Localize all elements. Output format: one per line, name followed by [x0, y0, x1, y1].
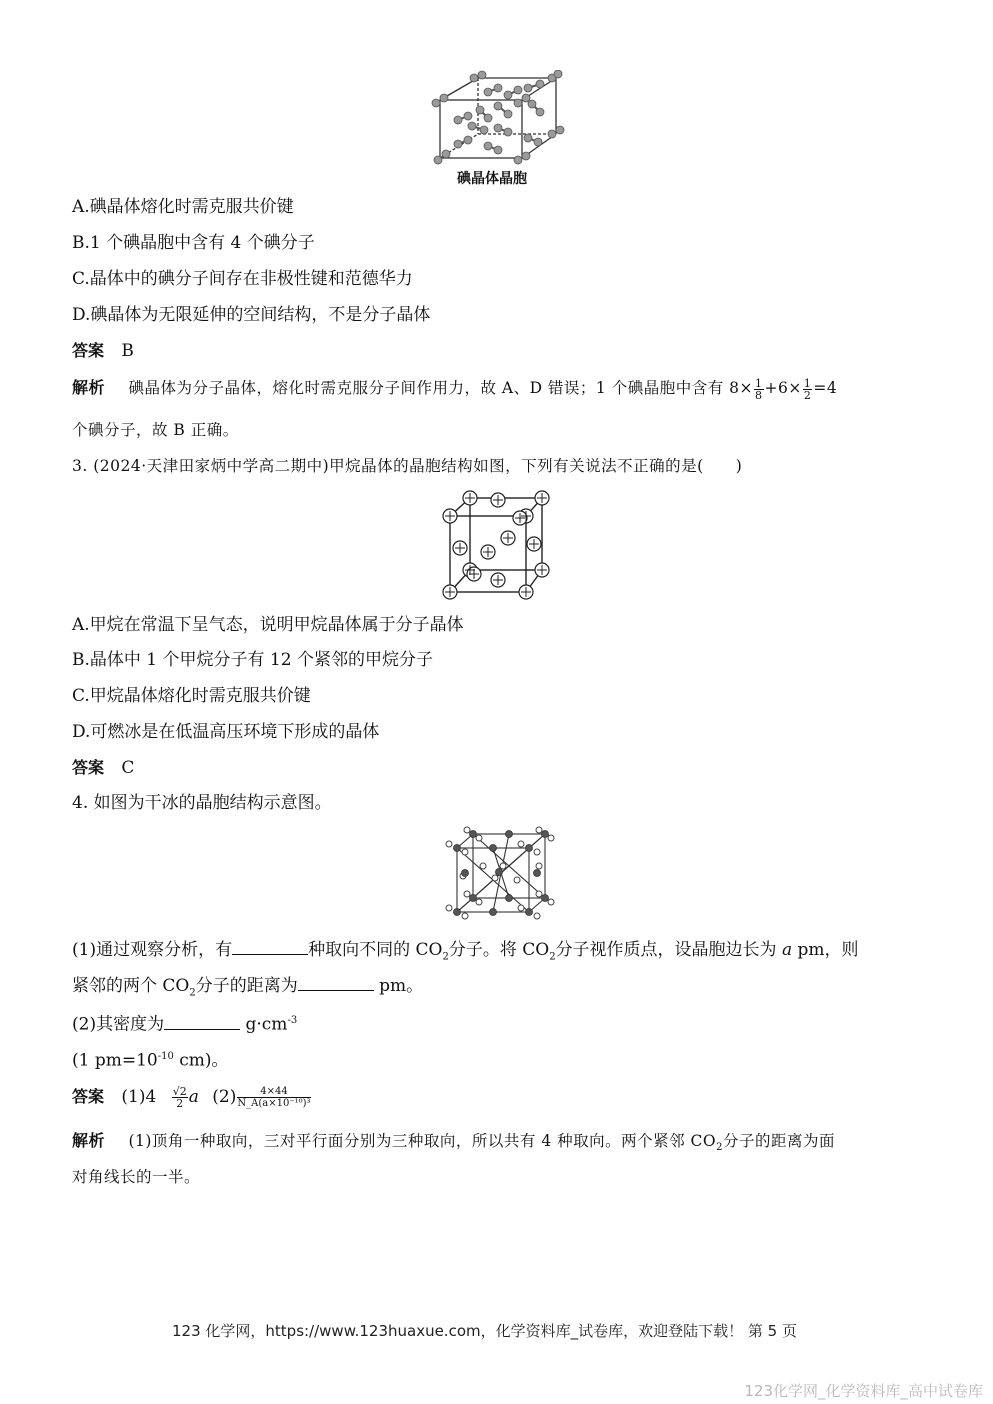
q3-option-b: B.晶体中 1 个甲烷分子有 12 个紧邻的甲烷分子 [72, 650, 433, 670]
page-footer: 123 化学网，https://www.123huaxue.com，化学资料库_试卷库，欢迎登陆下载！ 第 5 页 [172, 1322, 797, 1340]
subscript: 2 [189, 987, 196, 999]
text: 分子视作质点，设晶胞边长为 [555, 940, 782, 960]
subscript: 2 [442, 951, 449, 963]
subscript: 2 [716, 1142, 723, 1154]
analysis-label: 解析 [72, 378, 106, 397]
q4-unit-note [72, 1046, 229, 1072]
fill-blank [164, 1013, 240, 1030]
iodine-figure-caption: 碘晶体晶胞 [457, 171, 527, 187]
fraction-numerator: 4×44 [237, 1086, 310, 1098]
fill-blank [298, 974, 374, 991]
q4-part2 [72, 1010, 297, 1036]
q4-stem: 4. 如图为干冰的晶胞结构示意图。 [72, 793, 332, 813]
answer-part-1: (1)4 [121, 1087, 157, 1107]
analysis-label: 解析 [72, 1131, 106, 1150]
superscript: -10 [157, 1051, 174, 1062]
iodine-analysis [72, 377, 837, 401]
iodine-crystal-cell-figure [428, 70, 568, 165]
density-fraction [237, 1086, 310, 1109]
text: (2)其密度为 [72, 1014, 165, 1035]
q4-part1-line2 [72, 974, 423, 1004]
variable: a [781, 940, 793, 960]
text: 紧邻的两个 CO [72, 976, 190, 996]
fraction-denominator: 2 [803, 388, 812, 402]
fraction-denominator: N_A(a×10⁻¹⁰)³ [237, 1098, 311, 1109]
q3-option-d: D.可燃冰是在低温高压环境下形成的晶体 [72, 722, 380, 742]
iodine-option-d: D.碘晶体为无限延伸的空间结构，不是分子晶体 [72, 305, 431, 325]
answer-part-2: (2) [212, 1087, 237, 1107]
text: 种取向不同的 CO [308, 940, 443, 960]
fraction-one-half [803, 378, 813, 401]
fraction-denominator: 2 [176, 1097, 184, 1110]
fraction-sqrt2-over-2 [172, 1086, 188, 1109]
text: 分子的距离为 [195, 976, 298, 996]
iodine-option-a: A.碘晶体熔化时需克服共价键 [72, 197, 294, 217]
iodine-answer [72, 340, 134, 362]
dry-ice-crystal-cell-figure [443, 826, 555, 920]
iodine-option-b: B.1 个碘晶胞中含有 4 个碘分子 [72, 233, 315, 253]
answer-label: 答案 [72, 341, 105, 360]
answer-label: 答案 [72, 1087, 105, 1106]
fraction-numerator: 1 [755, 376, 763, 390]
iodine-analysis-line-2: 个碘分子，故 B 正确。 [72, 421, 239, 439]
analysis-text-3: =4 [813, 379, 838, 397]
variable: a [188, 1087, 199, 1107]
q4-part1-line1 [72, 938, 859, 968]
fraction-one-eighth [754, 378, 764, 401]
q3-option-c: C.甲烷晶体熔化时需克服共价键 [72, 686, 311, 706]
q3-answer [72, 757, 134, 779]
analysis-text-2: +6× [764, 379, 802, 397]
methane-crystal-cell-figure [440, 488, 554, 600]
q4-analysis-line-2: 对角线长的一半。 [72, 1168, 201, 1186]
text: (1)顶角一种取向，三对平行面分别为三种取向，所以共有 4 种取向。两个紧邻 CO [128, 1132, 717, 1150]
q3-stem: 3. (2024·天津田家炳中学高二期中)甲烷晶体的晶胞结构如图，下列有关说法不正确的是( ) [72, 457, 743, 475]
text: (1)通过观察分析，有 [72, 940, 233, 960]
watermark: 123化学网_化学资料库_高中试卷库 [744, 1382, 983, 1400]
text: cm)。 [173, 1050, 229, 1071]
text: pm。 [373, 976, 424, 996]
fill-blank [232, 938, 308, 955]
superscript: -3 [287, 1015, 298, 1026]
text: g·cm [240, 1014, 288, 1035]
text: 分子的距离为面 [723, 1132, 836, 1150]
answer-value: C [121, 758, 135, 778]
text: pm，则 [792, 940, 859, 960]
text: (1 pm=10 [72, 1050, 158, 1071]
fraction-numerator: √2 [172, 1085, 187, 1098]
answer-label: 答案 [72, 758, 105, 777]
q3-option-a: A.甲烷在常温下呈气态，说明甲烷晶体属于分子晶体 [72, 615, 464, 635]
subscript: 2 [549, 951, 556, 963]
answer-value: B [121, 341, 134, 361]
iodine-option-c: C.晶体中的碘分子间存在非极性键和范德华力 [72, 269, 413, 289]
fraction-denominator: 8 [755, 388, 763, 402]
q4-analysis [72, 1130, 835, 1159]
analysis-text-1: 碘晶体为分子晶体，熔化时需克服分子间作用力，故 A、D 错误；1 个碘晶胞中含有 8× [128, 379, 753, 397]
fraction-numerator: 1 [803, 376, 812, 390]
q4-answer [72, 1086, 312, 1109]
text: 分子。将 CO [448, 940, 550, 960]
